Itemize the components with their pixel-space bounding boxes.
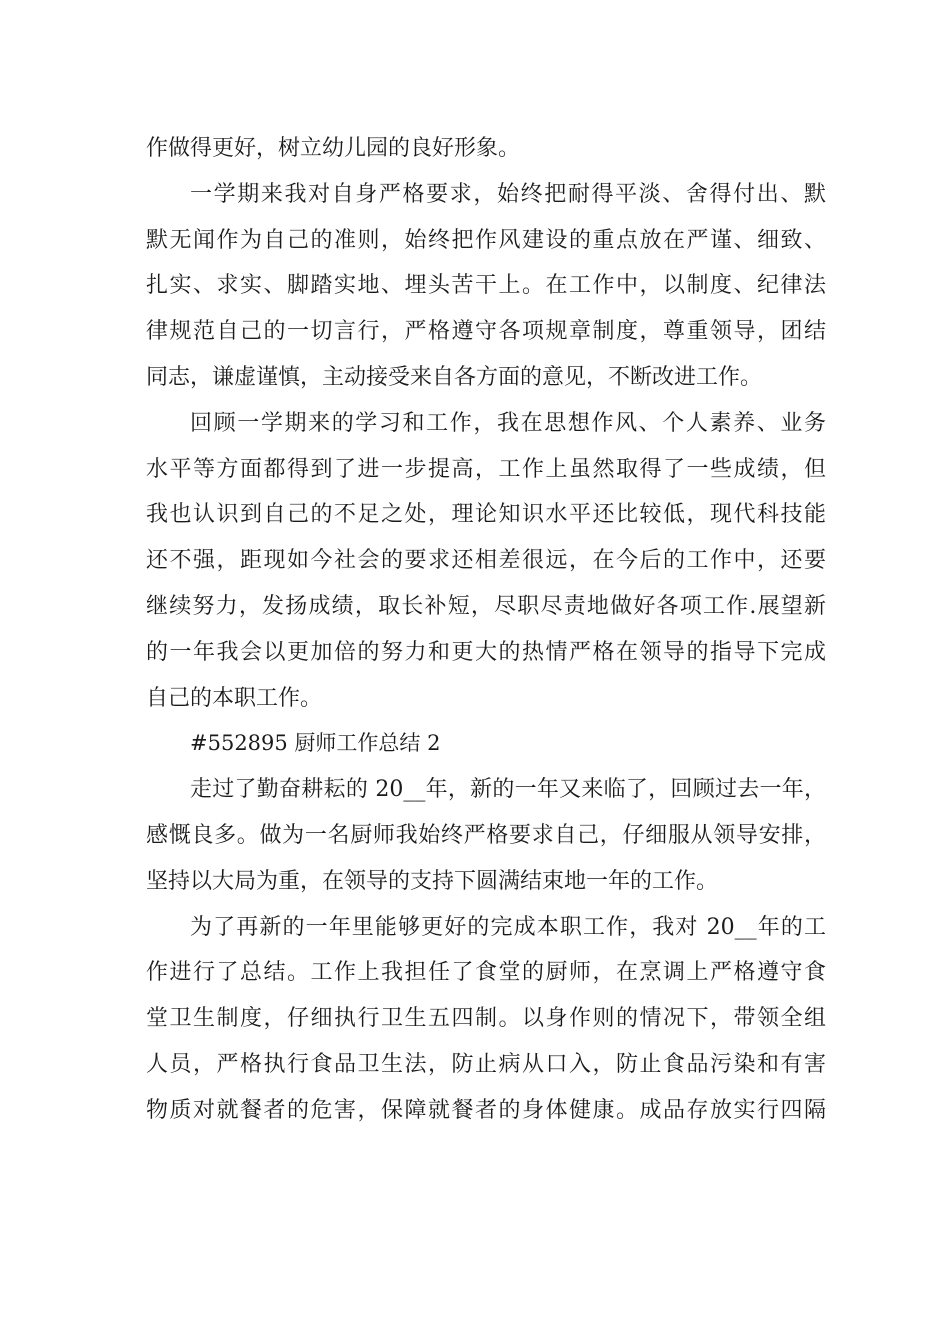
text-line: 物质对就餐者的危害，保障就餐者的身体健康。成品存放实行四隔 bbox=[146, 1097, 826, 1123]
section-heading: #552895 厨师工作总结 2 bbox=[190, 731, 441, 756]
text-line: 的一年我会以更加倍的努力和更大的热情严格在领导的指导下完成 bbox=[146, 639, 826, 665]
text-line: 默无闻作为自己的准则，始终把作风建设的重点放在严谨、细致、 bbox=[146, 227, 826, 253]
document-body bbox=[146, 126, 826, 1134]
text-line: 同志，谦虚谨慎，主动接受来自各方面的意见，不断改进工作。 bbox=[146, 364, 763, 390]
text-line: 律规范自己的一切言行，严格遵守各项规章制度，尊重领导，团结 bbox=[146, 319, 826, 345]
text-line: 水平等方面都得到了进一步提高，工作上虽然取得了一些成绩，但 bbox=[146, 456, 826, 482]
text-line: 人员，严格执行食品卫生法，防止病从口入，防止食品污染和有害 bbox=[146, 1051, 826, 1077]
text-line: 坚持以大局为重，在领导的支持下圆满结束地一年的工作。 bbox=[146, 868, 719, 894]
text-line: 扎实、求实、脚踏实地、埋头苦干上。在工作中，以制度、纪律法 bbox=[146, 273, 826, 299]
paragraph-start-line: 一学期来我对自身严格要求，始终把耐得平淡、舍得付出、默 bbox=[190, 181, 826, 207]
paragraph-start-line: 回顾一学期来的学习和工作，我在思想作风、个人素养、业务 bbox=[190, 410, 826, 436]
text-line: 继续努力，发扬成绩，取长补短，尽职尽责地做好各项工作.展望新 bbox=[146, 593, 826, 619]
paragraph-start-line: 走过了勤奋耕耘的 20__年，新的一年又来临了，回顾过去一年， bbox=[190, 777, 826, 803]
text-line: 堂卫生制度，仔细执行卫生五四制。以身作则的情况下，带领全组 bbox=[146, 1006, 826, 1032]
text-line: 我也认识到自己的不足之处，理论知识水平还比较低，现代科技能 bbox=[146, 502, 826, 528]
text-line: 自己的本职工作。 bbox=[146, 685, 323, 711]
text-line: 作进行了总结。工作上我担任了食堂的厨师，在烹调上严格遵守食 bbox=[146, 960, 826, 986]
text-line: 还不强，距现如今社会的要求还相差很远，在今后的工作中，还要 bbox=[146, 548, 826, 574]
paragraph-start-line: 为了再新的一年里能够更好的完成本职工作，我对 20__年的工 bbox=[190, 914, 826, 940]
text-line: 感慨良多。做为一名厨师我始终严格要求自己，仔细服从领导安排， bbox=[146, 822, 826, 848]
text-line: 作做得更好，树立幼儿园的良好形象。 bbox=[146, 136, 521, 161]
